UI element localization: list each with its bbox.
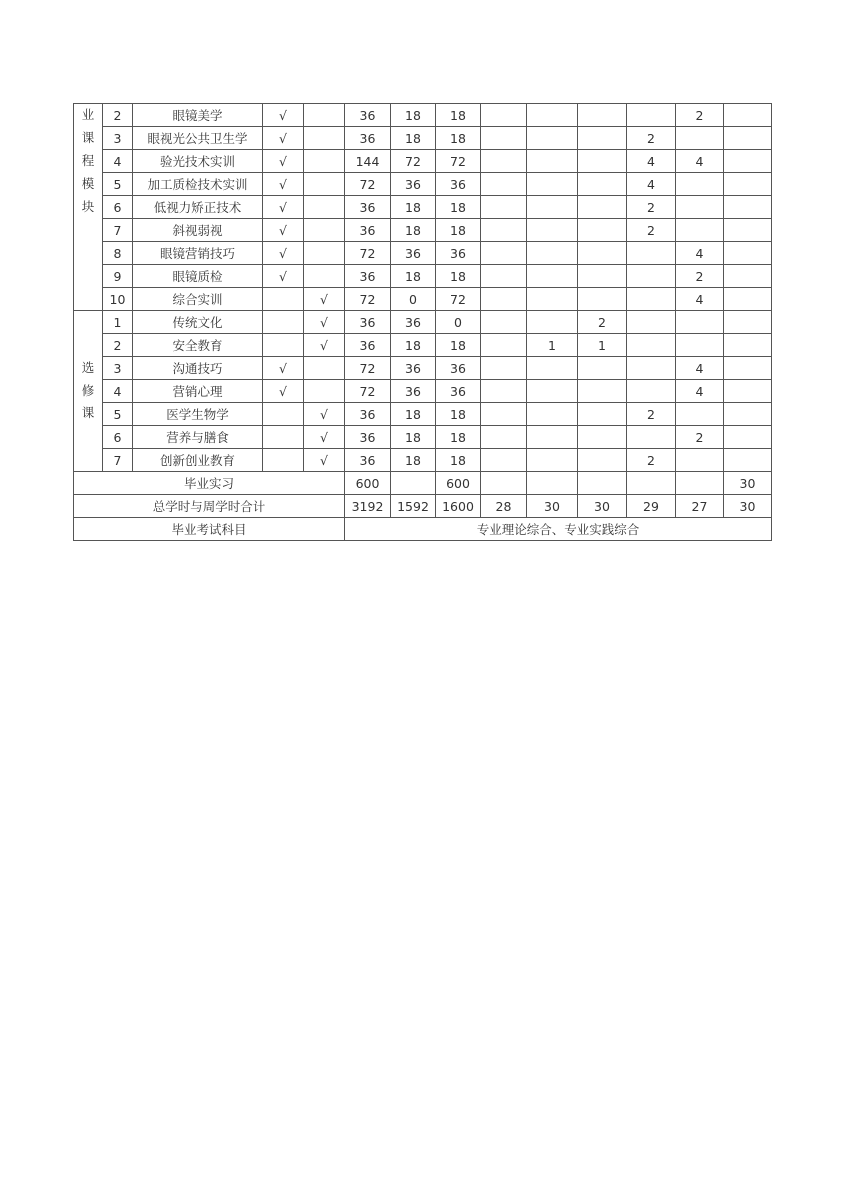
elective-mark [304, 380, 345, 403]
required-mark: √ [263, 150, 304, 173]
theory-hours: 18 [391, 104, 436, 127]
semester-4-hours: 2 [627, 403, 676, 426]
table-row [74, 288, 772, 311]
exam-label: 毕业考试科目 [74, 518, 345, 541]
course-number: 10 [103, 288, 133, 311]
semester-2-hours [527, 357, 578, 380]
table-row [74, 127, 772, 150]
course-number: 2 [103, 104, 133, 127]
table-row [74, 242, 772, 265]
semester-4-hours [627, 380, 676, 403]
theory-hours: 18 [391, 334, 436, 357]
total-hours: 36 [345, 219, 391, 242]
course-number: 6 [103, 196, 133, 219]
semester-5-hours [676, 403, 724, 426]
semester-5-hours: 27 [676, 495, 724, 518]
theory-hours: 18 [391, 403, 436, 426]
internship-row-label: 毕业实习 [74, 472, 345, 495]
semester-3-hours [578, 173, 627, 196]
semester-4-hours: 2 [627, 219, 676, 242]
course-number: 1 [103, 311, 133, 334]
elective-mark [304, 219, 345, 242]
semester-2-hours [527, 219, 578, 242]
practice-hours: 36 [436, 242, 481, 265]
required-mark: √ [263, 242, 304, 265]
semester-1-hours: 28 [481, 495, 527, 518]
semester-1-hours [481, 449, 527, 472]
practice-hours: 1600 [436, 495, 481, 518]
semester-5-hours: 2 [676, 426, 724, 449]
semester-3-hours [578, 265, 627, 288]
semester-5-hours: 2 [676, 104, 724, 127]
elective-mark: √ [304, 426, 345, 449]
theory-hours: 36 [391, 173, 436, 196]
required-mark [263, 311, 304, 334]
elective-mark [304, 196, 345, 219]
curriculum-table-body [74, 104, 772, 541]
theory-hours: 18 [391, 449, 436, 472]
course-name: 综合实训 [133, 288, 263, 311]
semester-6-hours [724, 150, 772, 173]
semester-5-hours [676, 196, 724, 219]
theory-hours: 18 [391, 196, 436, 219]
course-name: 创新创业教育 [133, 449, 263, 472]
total-hours: 36 [345, 426, 391, 449]
semester-3-hours: 30 [578, 495, 627, 518]
required-mark: √ [263, 357, 304, 380]
elective-mark [304, 150, 345, 173]
semester-1-hours [481, 403, 527, 426]
semester-3-hours [578, 403, 627, 426]
semester-4-hours: 2 [627, 449, 676, 472]
table-row [74, 104, 772, 127]
semester-5-hours [676, 334, 724, 357]
semester-6-hours [724, 265, 772, 288]
elective-module-label [74, 311, 103, 472]
course-name: 验光技术实训 [133, 150, 263, 173]
elective-mark [304, 242, 345, 265]
semester-3-hours [578, 104, 627, 127]
total-hours: 72 [345, 380, 391, 403]
course-name: 医学生物学 [133, 403, 263, 426]
semester-3-hours [578, 219, 627, 242]
semester-5-hours [676, 311, 724, 334]
semester-1-hours [481, 334, 527, 357]
semester-4-hours: 29 [627, 495, 676, 518]
semester-3-hours [578, 472, 627, 495]
semester-6-hours: 30 [724, 495, 772, 518]
table-row [74, 426, 772, 449]
semester-5-hours: 4 [676, 150, 724, 173]
theory-hours: 18 [391, 265, 436, 288]
course-name: 低视力矫正技术 [133, 196, 263, 219]
required-mark [263, 288, 304, 311]
semester-6-hours: 30 [724, 472, 772, 495]
semester-4-hours: 4 [627, 150, 676, 173]
semester-2-hours [527, 104, 578, 127]
semester-5-hours [676, 219, 724, 242]
elective-mark: √ [304, 403, 345, 426]
total-hours: 36 [345, 104, 391, 127]
semester-1-hours [481, 357, 527, 380]
semester-3-hours: 2 [578, 311, 627, 334]
semester-3-hours [578, 357, 627, 380]
semester-2-hours [527, 242, 578, 265]
semester-1-hours [481, 104, 527, 127]
semester-6-hours [724, 242, 772, 265]
course-name: 眼镜美学 [133, 104, 263, 127]
total-hours: 36 [345, 403, 391, 426]
elective-mark: √ [304, 449, 345, 472]
semester-2-hours [527, 403, 578, 426]
table-row [74, 357, 772, 380]
required-mark: √ [263, 127, 304, 150]
professional-module-label-char: 块 [81, 198, 95, 214]
practice-hours: 600 [436, 472, 481, 495]
practice-hours: 72 [436, 150, 481, 173]
professional-module-label-char: 业 [81, 107, 95, 122]
total-hours: 3192 [345, 495, 391, 518]
course-number: 6 [103, 426, 133, 449]
course-name: 沟通技巧 [133, 357, 263, 380]
semester-3-hours [578, 380, 627, 403]
semester-1-hours [481, 311, 527, 334]
course-name: 安全教育 [133, 334, 263, 357]
semester-1-hours [481, 380, 527, 403]
course-name: 眼视光公共卫生学 [133, 127, 263, 150]
semester-1-hours [481, 173, 527, 196]
required-mark: √ [263, 104, 304, 127]
course-number: 3 [103, 127, 133, 150]
semester-2-hours [527, 311, 578, 334]
semester-5-hours: 4 [676, 380, 724, 403]
theory-hours: 36 [391, 311, 436, 334]
semester-2-hours [527, 173, 578, 196]
semester-6-hours [724, 104, 772, 127]
practice-hours: 18 [436, 196, 481, 219]
semester-2-hours [527, 449, 578, 472]
table-row [74, 403, 772, 426]
semester-6-hours [724, 127, 772, 150]
required-mark [263, 449, 304, 472]
semester-5-hours [676, 173, 724, 196]
required-mark [263, 403, 304, 426]
semester-4-hours: 4 [627, 173, 676, 196]
course-name: 眼镜营销技巧 [133, 242, 263, 265]
total-hours: 36 [345, 127, 391, 150]
semester-4-hours [627, 426, 676, 449]
course-number: 3 [103, 357, 133, 380]
course-name: 营销心理 [133, 380, 263, 403]
semester-4-hours [627, 288, 676, 311]
elective-module-label-char: 选 [81, 359, 95, 375]
semester-5-hours [676, 472, 724, 495]
course-name: 加工质检技术实训 [133, 173, 263, 196]
theory-hours: 36 [391, 242, 436, 265]
required-mark: √ [263, 265, 304, 288]
semester-1-hours [481, 265, 527, 288]
semester-2-hours [527, 265, 578, 288]
course-number: 7 [103, 449, 133, 472]
internship-row [74, 472, 772, 495]
semester-6-hours [724, 449, 772, 472]
semester-6-hours [724, 380, 772, 403]
semester-1-hours [481, 426, 527, 449]
elective-mark [304, 265, 345, 288]
curriculum-table [73, 103, 772, 541]
total-hours: 72 [345, 357, 391, 380]
theory-hours: 18 [391, 219, 436, 242]
course-number: 4 [103, 380, 133, 403]
semester-1-hours [481, 288, 527, 311]
course-number: 5 [103, 403, 133, 426]
semester-1-hours [481, 150, 527, 173]
total-hours: 600 [345, 472, 391, 495]
total-hours: 144 [345, 150, 391, 173]
semester-2-hours [527, 150, 578, 173]
semester-3-hours [578, 426, 627, 449]
practice-hours: 18 [436, 104, 481, 127]
course-name: 传统文化 [133, 311, 263, 334]
table-row [74, 265, 772, 288]
semester-4-hours [627, 472, 676, 495]
semester-6-hours [724, 403, 772, 426]
table-row [74, 380, 772, 403]
table-row [74, 449, 772, 472]
professional-module-label [74, 104, 103, 311]
semester-6-hours [724, 426, 772, 449]
semester-2-hours: 1 [527, 334, 578, 357]
course-number: 2 [103, 334, 133, 357]
semester-4-hours [627, 104, 676, 127]
theory-hours: 1592 [391, 495, 436, 518]
semester-2-hours [527, 196, 578, 219]
theory-hours: 36 [391, 357, 436, 380]
totals-row [74, 495, 772, 518]
semester-3-hours [578, 242, 627, 265]
theory-hours: 18 [391, 426, 436, 449]
total-hours: 36 [345, 311, 391, 334]
professional-module-label-char: 课 [81, 129, 95, 145]
practice-hours: 18 [436, 449, 481, 472]
elective-mark [304, 357, 345, 380]
required-mark [263, 426, 304, 449]
professional-module-label-char: 程 [81, 152, 95, 168]
semester-6-hours [724, 173, 772, 196]
theory-hours: 36 [391, 380, 436, 403]
required-mark: √ [263, 173, 304, 196]
required-mark [263, 334, 304, 357]
semester-3-hours [578, 127, 627, 150]
semester-4-hours [627, 357, 676, 380]
professional-module-label-char: 模 [81, 175, 95, 191]
semester-1-hours [481, 196, 527, 219]
practice-hours: 18 [436, 403, 481, 426]
total-hours: 36 [345, 449, 391, 472]
semester-6-hours [724, 196, 772, 219]
semester-5-hours: 2 [676, 265, 724, 288]
elective-module-label-char: 课 [81, 405, 95, 421]
course-number: 7 [103, 219, 133, 242]
elective-mark [304, 173, 345, 196]
semester-3-hours [578, 196, 627, 219]
semester-5-hours [676, 127, 724, 150]
practice-hours: 72 [436, 288, 481, 311]
semester-2-hours [527, 426, 578, 449]
semester-2-hours [527, 127, 578, 150]
semester-6-hours [724, 219, 772, 242]
semester-2-hours [527, 288, 578, 311]
table-row [74, 219, 772, 242]
semester-6-hours [724, 334, 772, 357]
practice-hours: 0 [436, 311, 481, 334]
required-mark: √ [263, 219, 304, 242]
theory-hours: 72 [391, 150, 436, 173]
totals-row-label: 总学时与周学时合计 [74, 495, 345, 518]
total-hours: 36 [345, 196, 391, 219]
semester-6-hours [724, 288, 772, 311]
semester-4-hours [627, 311, 676, 334]
course-name: 眼镜质检 [133, 265, 263, 288]
semester-6-hours [724, 357, 772, 380]
elective-mark: √ [304, 311, 345, 334]
semester-3-hours: 1 [578, 334, 627, 357]
semester-5-hours: 4 [676, 288, 724, 311]
semester-2-hours [527, 472, 578, 495]
total-hours: 36 [345, 265, 391, 288]
exam-subjects: 专业理论综合、专业实践综合 [345, 518, 772, 541]
exam-row [74, 518, 772, 541]
semester-4-hours: 2 [627, 196, 676, 219]
semester-1-hours [481, 242, 527, 265]
required-mark: √ [263, 196, 304, 219]
total-hours: 72 [345, 242, 391, 265]
semester-3-hours [578, 150, 627, 173]
elective-mark [304, 104, 345, 127]
elective-mark [304, 127, 345, 150]
table-row [74, 150, 772, 173]
practice-hours: 18 [436, 426, 481, 449]
semester-5-hours [676, 449, 724, 472]
course-number: 9 [103, 265, 133, 288]
table-row [74, 196, 772, 219]
semester-1-hours [481, 472, 527, 495]
elective-mark: √ [304, 288, 345, 311]
course-number: 8 [103, 242, 133, 265]
practice-hours: 36 [436, 380, 481, 403]
practice-hours: 18 [436, 219, 481, 242]
semester-3-hours [578, 288, 627, 311]
semester-5-hours: 4 [676, 357, 724, 380]
semester-4-hours [627, 334, 676, 357]
total-hours: 72 [345, 173, 391, 196]
practice-hours: 18 [436, 265, 481, 288]
practice-hours: 18 [436, 334, 481, 357]
semester-3-hours [578, 449, 627, 472]
table-row [74, 311, 772, 334]
practice-hours: 18 [436, 127, 481, 150]
semester-1-hours [481, 219, 527, 242]
semester-4-hours [627, 242, 676, 265]
course-name: 斜视弱视 [133, 219, 263, 242]
practice-hours: 36 [436, 357, 481, 380]
theory-hours: 18 [391, 127, 436, 150]
table-row [74, 173, 772, 196]
required-mark: √ [263, 380, 304, 403]
semester-5-hours: 4 [676, 242, 724, 265]
elective-mark: √ [304, 334, 345, 357]
course-number: 5 [103, 173, 133, 196]
semester-2-hours: 30 [527, 495, 578, 518]
elective-module-label-char: 修 [81, 382, 95, 398]
total-hours: 72 [345, 288, 391, 311]
theory-hours: 0 [391, 288, 436, 311]
course-number: 4 [103, 150, 133, 173]
theory-hours [391, 472, 436, 495]
semester-4-hours: 2 [627, 127, 676, 150]
table-row [74, 334, 772, 357]
total-hours: 36 [345, 334, 391, 357]
practice-hours: 36 [436, 173, 481, 196]
semester-6-hours [724, 311, 772, 334]
semester-4-hours [627, 265, 676, 288]
course-name: 营养与膳食 [133, 426, 263, 449]
semester-1-hours [481, 127, 527, 150]
semester-2-hours [527, 380, 578, 403]
